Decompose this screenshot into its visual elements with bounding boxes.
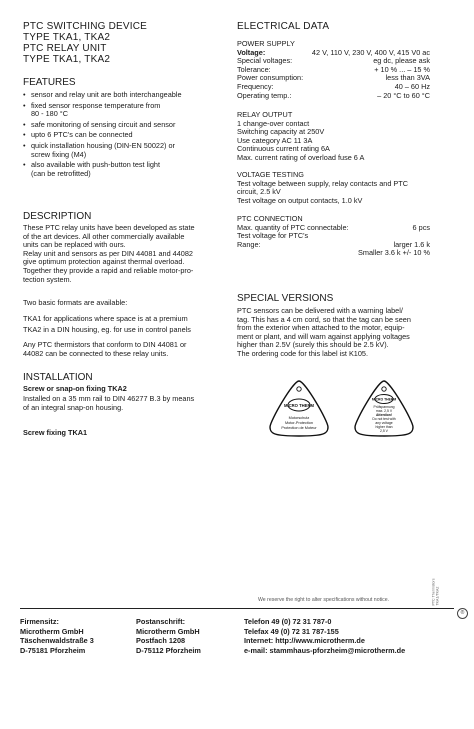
svg-text:Motorschutz: Motorschutz [288, 416, 310, 420]
description-para-2: Two basic formats are available: [23, 298, 128, 307]
section-heading: PTC CONNECTION [237, 214, 303, 223]
ptc-connection-section [237, 215, 430, 258]
section-heading: RELAY OUTPUT [237, 110, 293, 119]
spec-row: Special voltages: eg dc, please ask [237, 56, 430, 66]
svg-text:2,5 V: 2,5 V [380, 429, 388, 433]
svg-text:Prüfspannung: Prüfspannung [373, 405, 395, 409]
description-para-3: TKA1 for applications where space is at a premium TKA2 in a DIN housing, eg. for use in control panels [23, 314, 191, 334]
installation-heading: INSTALLATION [23, 372, 93, 383]
special-versions-heading: SPECIAL VERSIONS [237, 293, 334, 304]
email-link[interactable]: e-mail: stammhaus-pforzheim@microtherm.de [244, 645, 406, 655]
installation-subheading-2: Screw fixing TKA1 [23, 428, 88, 437]
description-para-1: These PTC relay units have been developed as state of the art devices. All other commercially available units can be replaced with ours. Relay unit and sensors as per DIN 44081 and 44082 give optimum protection against thermal overload. Together they provide a rapid and reliable motor-pro- tection system. [23, 223, 195, 284]
spec-row: Power consumption: less than 3VA [237, 73, 430, 83]
list-item: • quick installation housing (DIN-EN 50022) or screw fixing (M4) [23, 142, 182, 159]
installation-text: Installed on a 35 mm rail to DIN 46277 B.3 by means of an integral snap-on housing. [23, 394, 195, 412]
list-item: • also available with push-button test light (can be retrofitted) [23, 161, 182, 178]
relay-output-section: RELAY OUTPUT 1 change-over contact Switching capacity at 250V Use category AC 11 3A Continuous current rating 6A Max. current rating of overload fuse 6 A [237, 110, 365, 162]
spec-row: Voltage: 42 V, 110 V, 230 V, 400 V, 415 V0 ac [237, 47, 430, 57]
list-item: • safe monitoring of sensing circuit and sensor [23, 121, 182, 130]
spec-row: Range: larger 1.6 k [237, 239, 430, 249]
svg-text:max. 2,5 V: max. 2,5 V [375, 409, 393, 413]
footer-col-contact [244, 617, 405, 655]
fax: Telefax 49 (0) 72 31 787-155 [244, 626, 339, 636]
svg-text:MICRO THERM: MICRO THERM [283, 403, 315, 408]
svg-text:any voltage: any voltage [375, 421, 393, 425]
svg-text:Attention!: Attention! [375, 413, 393, 417]
voltage-testing-section: VOLTAGE TESTING Test voltage between supply, relay contacts and PTC circuit, 2.5 kV Test voltage on output contacts, 1.0 kV [237, 170, 409, 205]
registered-mark-icon: ® [457, 608, 468, 619]
electrical-heading: ELECTRICAL DATA [237, 21, 330, 32]
phone: Telefon 49 (0) 72 31 787-0 [244, 617, 332, 626]
spec-row: Smaller 3.6 k +/- 10 % [358, 248, 430, 258]
section-heading: VOLTAGE TESTING [237, 170, 304, 179]
list-item: • upto 6 PTC's can be connected [23, 131, 182, 140]
special-versions-text: PTC sensors can be delivered with a warning label/ tag. This has a 4 cm cord, so that the tag can be seen from the exterior when attached to the motor, equip- ment or plant, and will warn against applying voltages higher than 2.5V (surely this should be 2.5 kV). The ordering code for this label ist K105. [237, 306, 411, 358]
website-link[interactable]: Internet: http://www.microtherm.de [244, 636, 365, 646]
title-line: PTC SWITCHING DEVICE [23, 21, 148, 32]
spec-row: Tolerance: + 10 % ... – 15 % [237, 64, 430, 74]
disclaimer: We reserve the right to alter specifications without notice. [258, 597, 390, 603]
svg-text:Do not test with: Do not test with [372, 417, 396, 421]
footer-col-postal: Postanschrift: Microtherm GmbH Postfach 1208 D-75112 Pforzheim [136, 617, 201, 655]
spec-row: Operating temp.: – 20 °C to 60 °C [237, 90, 430, 100]
title-line: TYPE TKA1, TKA2 [23, 54, 111, 65]
list-item: • sensor and relay unit are both interchangeable [23, 91, 182, 100]
motor-protection-tag-image [265, 378, 333, 440]
title-line: PTC RELAY UNIT [23, 43, 107, 54]
spec-row: Test voltage for PTC's [237, 231, 309, 241]
description-heading: DESCRIPTION [23, 211, 92, 222]
footer-divider [20, 608, 454, 609]
test-voltage-warning-tag-image [350, 378, 418, 440]
features-heading: FEATURES [23, 77, 76, 88]
title-line: TYPE TKA1, TKA2 [23, 32, 111, 43]
installation-subheading: Screw or snap-on fixing TKA2 [23, 384, 127, 393]
spec-row: Max. quantity of PTC connectable: 6 pcs [237, 222, 430, 232]
section-heading: POWER SUPPLY [237, 39, 295, 48]
list-item: • fixed sensor response temperature from 80 - 180 °C [23, 102, 182, 119]
title-block [23, 21, 147, 65]
svg-text:Protection de Moteur: Protection de Moteur [281, 426, 317, 430]
footer-col-address: Firmensitz: Microtherm GmbH Täschenwaldstraße 3 D-75181 Pforzheim [20, 617, 94, 655]
power-supply-section [237, 40, 430, 100]
svg-text:Motor-Protection: Motor-Protection [284, 421, 314, 425]
svg-text:higher than: higher than [375, 425, 393, 429]
spec-row: Frequency: 40 – 60 Hz [237, 81, 430, 91]
description-para-4: Any PTC thermistors that conform to DIN 44081 or 44082 can be connected to these relay units. [23, 340, 187, 358]
svg-text:MICRO THERM: MICRO THERM [371, 397, 397, 402]
side-note: PTC Thermistors TKA1/TKA2 [431, 578, 440, 606]
features-list [23, 91, 182, 178]
